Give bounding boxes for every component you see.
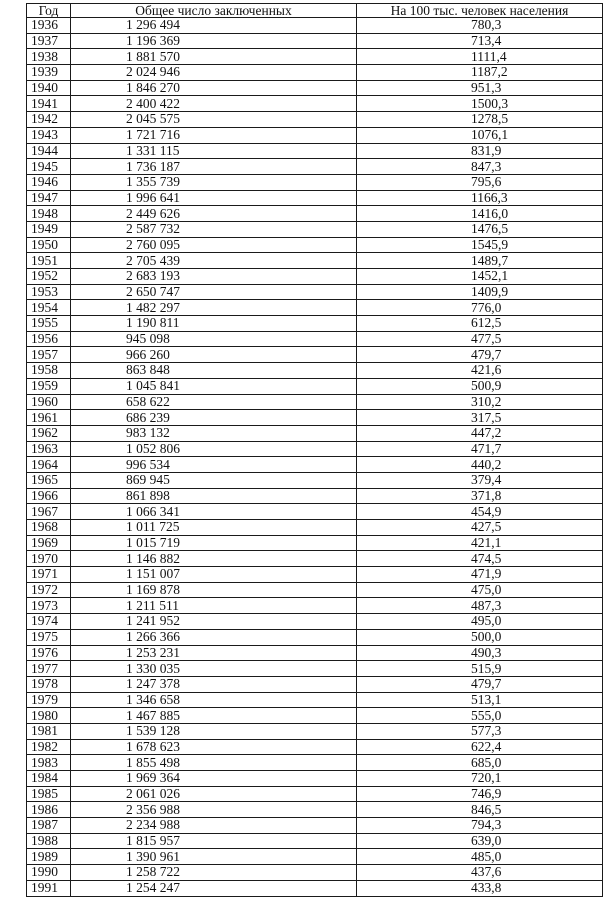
year-cell: 1977 [27, 661, 71, 677]
rate-cell: 310,2 [357, 394, 603, 410]
year-cell: 1981 [27, 723, 71, 739]
year-cell: 1973 [27, 598, 71, 614]
table-row [27, 316, 603, 332]
table-row [27, 598, 603, 614]
rate-cell: 622,4 [357, 739, 603, 755]
table-row [27, 221, 603, 237]
table-row [27, 284, 603, 300]
rate-cell: 847,3 [357, 159, 603, 175]
total-cell: 1 330 035 [71, 661, 357, 677]
total-cell: 686 239 [71, 410, 357, 426]
table-row [27, 347, 603, 363]
total-cell: 1 467 885 [71, 708, 357, 724]
table-row [27, 833, 603, 849]
header-year: Год [27, 4, 71, 18]
rate-cell: 433,8 [357, 880, 603, 896]
table-row [27, 472, 603, 488]
table-row [27, 582, 603, 598]
total-cell: 1 482 297 [71, 300, 357, 316]
total-cell: 1 190 811 [71, 316, 357, 332]
rate-cell: 471,7 [357, 441, 603, 457]
table-row [27, 49, 603, 65]
total-cell: 1 247 378 [71, 676, 357, 692]
year-cell: 1939 [27, 65, 71, 81]
rate-cell: 421,1 [357, 535, 603, 551]
rate-cell: 612,5 [357, 316, 603, 332]
table-row [27, 771, 603, 787]
total-cell: 1 241 952 [71, 614, 357, 630]
total-cell: 1 815 957 [71, 833, 357, 849]
table-row [27, 237, 603, 253]
year-cell: 1946 [27, 174, 71, 190]
rate-cell: 500,0 [357, 629, 603, 645]
year-cell: 1937 [27, 33, 71, 49]
total-cell: 1 331 115 [71, 143, 357, 159]
total-cell: 1 355 739 [71, 174, 357, 190]
table-row [27, 551, 603, 567]
total-cell: 1 052 806 [71, 441, 357, 457]
rate-cell: 685,0 [357, 755, 603, 771]
table-row [27, 488, 603, 504]
year-cell: 1950 [27, 237, 71, 253]
rate-cell: 1476,5 [357, 221, 603, 237]
table-row [27, 331, 603, 347]
year-cell: 1949 [27, 221, 71, 237]
rate-cell: 555,0 [357, 708, 603, 724]
rate-cell: 951,3 [357, 80, 603, 96]
rate-cell: 447,2 [357, 425, 603, 441]
year-cell: 1974 [27, 614, 71, 630]
table-row [27, 127, 603, 143]
year-cell: 1960 [27, 394, 71, 410]
year-cell: 1980 [27, 708, 71, 724]
table-row [27, 18, 603, 34]
year-cell: 1944 [27, 143, 71, 159]
table-row [27, 394, 603, 410]
year-cell: 1989 [27, 849, 71, 865]
year-cell: 1970 [27, 551, 71, 567]
rate-cell: 1409,9 [357, 284, 603, 300]
year-cell: 1961 [27, 410, 71, 426]
year-cell: 1956 [27, 331, 71, 347]
total-cell: 1 855 498 [71, 755, 357, 771]
table-row [27, 692, 603, 708]
rate-cell: 1278,5 [357, 112, 603, 128]
total-cell: 2 234 988 [71, 818, 357, 834]
table-row [27, 143, 603, 159]
total-cell: 2 650 747 [71, 284, 357, 300]
table-row [27, 880, 603, 896]
rate-cell: 421,6 [357, 363, 603, 379]
table-row [27, 96, 603, 112]
rate-cell: 713,4 [357, 33, 603, 49]
table-row [27, 723, 603, 739]
total-cell: 1 678 623 [71, 739, 357, 755]
table-row [27, 802, 603, 818]
total-cell: 996 534 [71, 457, 357, 473]
table-header [27, 4, 603, 18]
year-cell: 1988 [27, 833, 71, 849]
table-row [27, 535, 603, 551]
total-cell: 1 169 878 [71, 582, 357, 598]
year-cell: 1971 [27, 567, 71, 583]
table-body [27, 18, 603, 897]
year-cell: 1979 [27, 692, 71, 708]
total-cell: 1 390 961 [71, 849, 357, 865]
rate-cell: 485,0 [357, 849, 603, 865]
table-row [27, 269, 603, 285]
total-cell: 1 721 716 [71, 127, 357, 143]
total-cell: 1 211 511 [71, 598, 357, 614]
rate-cell: 474,5 [357, 551, 603, 567]
year-cell: 1966 [27, 488, 71, 504]
table-row [27, 378, 603, 394]
year-cell: 1938 [27, 49, 71, 65]
year-cell: 1983 [27, 755, 71, 771]
rate-cell: 454,9 [357, 504, 603, 520]
year-cell: 1940 [27, 80, 71, 96]
year-cell: 1967 [27, 504, 71, 520]
table-row [27, 708, 603, 724]
table-row [27, 112, 603, 128]
rate-cell: 440,2 [357, 457, 603, 473]
table-row [27, 457, 603, 473]
year-cell: 1975 [27, 629, 71, 645]
table-row [27, 65, 603, 81]
year-cell: 1948 [27, 206, 71, 222]
total-cell: 1 146 882 [71, 551, 357, 567]
rate-cell: 427,5 [357, 520, 603, 536]
rate-cell: 1452,1 [357, 269, 603, 285]
header-row [27, 4, 603, 18]
table-row [27, 174, 603, 190]
table-row [27, 504, 603, 520]
year-cell: 1969 [27, 535, 71, 551]
rate-cell: 720,1 [357, 771, 603, 787]
year-cell: 1978 [27, 676, 71, 692]
rate-cell: 1076,1 [357, 127, 603, 143]
total-cell: 2 449 626 [71, 206, 357, 222]
rate-cell: 513,1 [357, 692, 603, 708]
year-cell: 1957 [27, 347, 71, 363]
year-cell: 1954 [27, 300, 71, 316]
year-cell: 1984 [27, 771, 71, 787]
rate-cell: 500,9 [357, 378, 603, 394]
rate-cell: 1166,3 [357, 190, 603, 206]
rate-cell: 477,5 [357, 331, 603, 347]
year-cell: 1991 [27, 880, 71, 896]
header-rate: На 100 тыс. человек населения [357, 4, 603, 18]
year-cell: 1972 [27, 582, 71, 598]
total-cell: 1 539 128 [71, 723, 357, 739]
table-row [27, 645, 603, 661]
year-cell: 1942 [27, 112, 71, 128]
rate-cell: 780,3 [357, 18, 603, 34]
table-row [27, 818, 603, 834]
header-total: Общее число заключенных [71, 4, 357, 18]
rate-cell: 437,6 [357, 865, 603, 881]
rate-cell: 776,0 [357, 300, 603, 316]
year-cell: 1958 [27, 363, 71, 379]
rate-cell: 831,9 [357, 143, 603, 159]
table-row [27, 300, 603, 316]
year-cell: 1964 [27, 457, 71, 473]
table-row [27, 676, 603, 692]
total-cell: 2 587 732 [71, 221, 357, 237]
total-cell: 1 996 641 [71, 190, 357, 206]
total-cell: 1 846 270 [71, 80, 357, 96]
document-page [26, 3, 602, 897]
table-row [27, 33, 603, 49]
table-row [27, 739, 603, 755]
total-cell: 2 683 193 [71, 269, 357, 285]
table-row [27, 567, 603, 583]
total-cell: 1 296 494 [71, 18, 357, 34]
rate-cell: 379,4 [357, 472, 603, 488]
year-cell: 1963 [27, 441, 71, 457]
year-cell: 1990 [27, 865, 71, 881]
table-row [27, 363, 603, 379]
rate-cell: 487,3 [357, 598, 603, 614]
total-cell: 2 705 439 [71, 253, 357, 269]
rate-cell: 577,3 [357, 723, 603, 739]
rate-cell: 1416,0 [357, 206, 603, 222]
table-row [27, 441, 603, 457]
table-row [27, 159, 603, 175]
rate-cell: 479,7 [357, 676, 603, 692]
year-cell: 1936 [27, 18, 71, 34]
rate-cell: 795,6 [357, 174, 603, 190]
total-cell: 1 196 369 [71, 33, 357, 49]
table-row [27, 520, 603, 536]
table-row [27, 253, 603, 269]
table-row [27, 190, 603, 206]
year-cell: 1986 [27, 802, 71, 818]
total-cell: 1 066 341 [71, 504, 357, 520]
table-row [27, 865, 603, 881]
total-cell: 1 151 007 [71, 567, 357, 583]
year-cell: 1962 [27, 425, 71, 441]
total-cell: 983 132 [71, 425, 357, 441]
total-cell: 1 266 366 [71, 629, 357, 645]
table-row [27, 206, 603, 222]
rate-cell: 1500,3 [357, 96, 603, 112]
year-cell: 1959 [27, 378, 71, 394]
total-cell: 1 253 231 [71, 645, 357, 661]
year-cell: 1968 [27, 520, 71, 536]
total-cell: 2 356 988 [71, 802, 357, 818]
total-cell: 863 848 [71, 363, 357, 379]
total-cell: 1 736 187 [71, 159, 357, 175]
rate-cell: 479,7 [357, 347, 603, 363]
year-cell: 1982 [27, 739, 71, 755]
total-cell: 2 400 422 [71, 96, 357, 112]
year-cell: 1952 [27, 269, 71, 285]
rate-cell: 846,5 [357, 802, 603, 818]
rate-cell: 317,5 [357, 410, 603, 426]
table-row [27, 786, 603, 802]
rate-cell: 471,9 [357, 567, 603, 583]
rate-cell: 1187,2 [357, 65, 603, 81]
table-row [27, 80, 603, 96]
table-row [27, 661, 603, 677]
year-cell: 1943 [27, 127, 71, 143]
total-cell: 1 015 719 [71, 535, 357, 551]
rate-cell: 1111,4 [357, 49, 603, 65]
rate-cell: 746,9 [357, 786, 603, 802]
total-cell: 2 045 575 [71, 112, 357, 128]
rate-cell: 490,3 [357, 645, 603, 661]
total-cell: 1 045 841 [71, 378, 357, 394]
table-row [27, 755, 603, 771]
year-cell: 1987 [27, 818, 71, 834]
rate-cell: 495,0 [357, 614, 603, 630]
total-cell: 1 254 247 [71, 880, 357, 896]
total-cell: 861 898 [71, 488, 357, 504]
year-cell: 1976 [27, 645, 71, 661]
table-row [27, 629, 603, 645]
table-row [27, 410, 603, 426]
rate-cell: 1545,9 [357, 237, 603, 253]
prisoners-table [26, 3, 603, 897]
rate-cell: 639,0 [357, 833, 603, 849]
total-cell: 2 760 095 [71, 237, 357, 253]
year-cell: 1941 [27, 96, 71, 112]
rate-cell: 1489,7 [357, 253, 603, 269]
year-cell: 1955 [27, 316, 71, 332]
year-cell: 1951 [27, 253, 71, 269]
rate-cell: 371,8 [357, 488, 603, 504]
table-row [27, 614, 603, 630]
year-cell: 1945 [27, 159, 71, 175]
table-row [27, 849, 603, 865]
total-cell: 1 881 570 [71, 49, 357, 65]
total-cell: 1 969 364 [71, 771, 357, 787]
rate-cell: 794,3 [357, 818, 603, 834]
year-cell: 1985 [27, 786, 71, 802]
year-cell: 1947 [27, 190, 71, 206]
total-cell: 1 346 658 [71, 692, 357, 708]
total-cell: 658 622 [71, 394, 357, 410]
table-row [27, 425, 603, 441]
year-cell: 1965 [27, 472, 71, 488]
total-cell: 945 098 [71, 331, 357, 347]
rate-cell: 475,0 [357, 582, 603, 598]
total-cell: 966 260 [71, 347, 357, 363]
total-cell: 1 258 722 [71, 865, 357, 881]
total-cell: 2 061 026 [71, 786, 357, 802]
rate-cell: 515,9 [357, 661, 603, 677]
year-cell: 1953 [27, 284, 71, 300]
total-cell: 2 024 946 [71, 65, 357, 81]
total-cell: 1 011 725 [71, 520, 357, 536]
total-cell: 869 945 [71, 472, 357, 488]
